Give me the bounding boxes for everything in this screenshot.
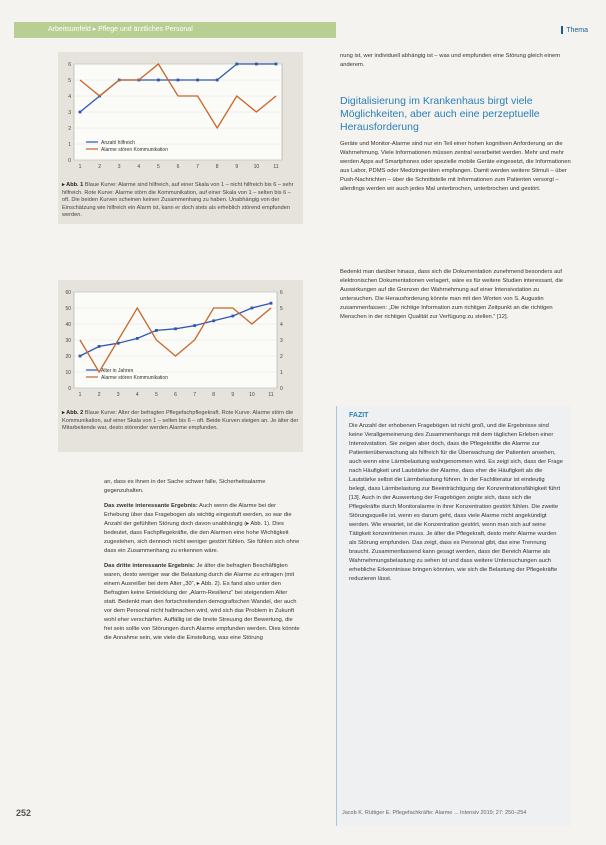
data-point: [193, 324, 196, 327]
data-point: [157, 79, 160, 82]
data-point: [79, 111, 82, 114]
data-point: [275, 63, 278, 66]
x-tick-label: 7: [196, 164, 199, 170]
x-tick-label: 3: [117, 164, 121, 170]
chart-2: [58, 280, 303, 405]
y2-tick-label: 1: [280, 370, 283, 376]
figure-2: [58, 280, 303, 452]
x-tick-label: 2: [97, 392, 101, 398]
x-tick-label: 9: [231, 392, 235, 398]
y-tick-label: 6: [68, 62, 71, 68]
data-point: [155, 329, 158, 332]
footer-citation: Jacob K. Rüttiger E. Pflegefachkräfte: Alarme ... Intensiv 2019; 27: 250–254: [342, 810, 527, 816]
data-point: [174, 327, 177, 330]
chart-1: [58, 52, 303, 177]
right-top-paragraph: nung ist, wer individuell abhängig ist – was und empfunden eine Störung gleich einem anderem.: [340, 53, 561, 68]
data-point: [98, 345, 101, 348]
section-marker: [561, 26, 563, 34]
figure-2-caption: [62, 410, 299, 433]
legend-label: Anzahl hilfreich: [101, 140, 135, 146]
y-tick-label: 4: [68, 94, 71, 100]
fazit-title: FAZIT: [349, 412, 369, 419]
data-point: [136, 337, 139, 340]
x-tick-label: 6: [176, 164, 180, 170]
right-top-text: [340, 52, 572, 82]
figure-2-caption-label: ▸ Abb. 2: [62, 410, 84, 416]
second-result-text: Auch wenn die Alarme bei der Erhebung über das Fragebogen als wichtig eingestuft werden, so war die Anzahl der gefühlten Störung doch davon unabhängig (▸ Abb. 1). Dies bedeutet, dass Fachpflegekräfte, die den Alarmen eine hohe Wichtigkeit zugestehen, sich dennoch nicht weniger gestört fühlen. Sie fühlen sich ohne dass ein Zusammenhang zu erkennen wäre.: [104, 503, 300, 554]
paragraph-second-result: [104, 502, 300, 556]
data-point: [251, 307, 254, 310]
data-point: [196, 79, 199, 82]
x-tick-label: 1: [78, 164, 82, 170]
x-tick-label: 5: [155, 392, 158, 398]
data-point: [270, 302, 273, 305]
data-point: [177, 79, 180, 82]
y-tick-label: 0: [68, 386, 71, 392]
section-label: [561, 26, 588, 34]
x-tick-label: 8: [215, 164, 219, 170]
figure-2-caption-text: Blaue Kurve: Alter der befragten Pflegefachpflegekraft. Rote Kurve: Alarme störn die Kommunikation, auf einer Skala von 1 – selten bis 6 – oft. Beide Kurven steigen an. Je älter der Mitarbeitende war, desto störender werden Alarme empfunden.: [62, 410, 299, 431]
section-heading: Digitalisierung im Krankenhaus birgt viele Möglichkeiten, aber auch eine perzeptuelle Herausforderung: [340, 95, 540, 133]
y-tick-label: 50: [65, 306, 71, 312]
right-paragraph-2: [340, 268, 572, 396]
y2-tick-label: 6: [280, 290, 283, 296]
y-tick-label: 0: [68, 158, 71, 164]
y-tick-label: 3: [68, 110, 71, 116]
x-tick-label: 8: [212, 392, 216, 398]
header-band: [14, 22, 336, 38]
data-point: [79, 355, 82, 358]
y2-tick-label: 2: [280, 354, 283, 360]
y2-tick-label: 5: [280, 306, 283, 312]
data-point: [231, 315, 234, 318]
x-tick-label: 10: [249, 392, 255, 398]
intro-paragraph: an, dass es ihnen in der Sache schwer falle, Sicherheitsalarme gegenzuhalten.: [104, 479, 266, 494]
x-tick-label: 1: [78, 392, 82, 398]
x-tick-label: 3: [116, 392, 120, 398]
legend-label: Alarme stören Kommunikation: [101, 375, 168, 381]
right-paragraph-1-text: Geräte und Monitor-Alarme sind nur ein Teil einer hohen kognitiven Anforderung an die Wahrnehmung. Viele Informationen müssen zentral verarbeitet werden. Mehr und mehr werden Apps auf Smartphones oder spezielle mobile Geräte eingesetzt, die Informationen aus Labor, PDMS oder Medizingeräten empfangen. Damit werden weitere Stimuli – über Push-Nachrichten – über die Schnittstelle mit Informationen zum Patienten versorgt – allerdings werden wir auch jedes Mal unterbrochen, unterbrochen und gestört.: [340, 141, 571, 192]
y-tick-label: 40: [65, 322, 71, 328]
right-paragraph-2-text: Bedenkt man darüber hinaus, dass sich die Dokumentation zunehmend besonders auf elektronischen Dokumentationen verlagert, wäre es für weitere Studien interessant, die Auswirkungen auf die Grenzen der Wahrnehmung auf einer Intensivstation zu untersuchen. Die Herausforderung könnte man mit den Worten von S. Augustin zusammenfassen: „Die richtige Information zum richtigen Zeitpunkt an die richtigen Menschen in der richtigen Qualität zur Verfügung zu stellen.“ [12].: [340, 269, 563, 320]
x-tick-label: 11: [268, 392, 274, 398]
x-tick-label: 7: [193, 392, 196, 398]
section-text: Thema: [566, 26, 588, 34]
y2-tick-label: 3: [280, 338, 283, 344]
third-result-lead: Das dritte interessante Ergebnis:: [104, 563, 195, 569]
data-point: [235, 63, 238, 66]
third-result-text: Je älter die befragten Beschäftigten waren, desto weniger war die Belastung durch die Alarme zu ertragen (mit einem Ausreißer bei dem Alter „30“, ▸ Abb. 2). Es fand also unter den Befragten keine Entwicklung der „Alarm-Resilienz“ bei steigendem Alter statt. Bedenkt man den fortschreitenden demografischen Wandel, der auch vor dem Personal nicht haltmachen wird, wird sich das Problem in Zukunft wohl eher verschärfen. Auffällig ist die breite Streuung der Bewertung, die frei sein sollte von Störungen durch Alarme empfunden werden. Dies könnte die Annahme sein, wie viele die Einstellung, was eine Störung: [104, 563, 300, 641]
x-tick-label: 9: [235, 164, 239, 170]
y-tick-label: 60: [65, 290, 71, 296]
x-tick-label: 6: [174, 392, 177, 398]
x-tick-label: 5: [157, 164, 160, 170]
y-tick-label: 5: [68, 78, 71, 84]
x-tick-label: 10: [253, 164, 260, 170]
figure-1-caption-label: ▸ Abb. 1: [62, 182, 84, 188]
right-paragraph-1: [340, 140, 572, 260]
x-tick-label: 4: [135, 392, 139, 398]
x-tick-label: 11: [273, 164, 279, 170]
y2-tick-label: 4: [280, 322, 283, 328]
y-tick-label: 1: [68, 142, 71, 148]
page-number: 252: [16, 808, 32, 818]
y-tick-label: 2: [68, 126, 71, 132]
figure-1-caption: [62, 182, 299, 220]
header-band-text: Arbeitsumfeld ▸ Pflege und ärztliches Personal: [48, 26, 193, 33]
x-tick-label: 2: [98, 164, 101, 170]
legend-label: Alarme stören Kommunikation: [101, 147, 168, 153]
data-point: [255, 63, 258, 66]
legend-label: Alter in Jahren: [101, 368, 134, 374]
figure-1-caption-text: Blaue Kurve: Alarme sind hilfreich, auf einer Skala von 1 – nicht hilfreich bis 6 – sehr hilfreich. Rote Kurve: Alarme störn die Kommunikation, auf einer Skala von 1 – selten bis 6 – oft. Die beiden Kurven scheinen keinen Zusammenhang zu haben. Unabhängig von der Einschätzung wie hilfreich ein Alarm ist, kann er doch stets als erheblich störend empfunden werden.: [62, 182, 294, 218]
data-point: [216, 79, 219, 82]
paragraph-third-result: [104, 562, 300, 643]
y-tick-label: 10: [65, 370, 71, 376]
x-tick-label: 4: [137, 164, 141, 170]
data-point: [212, 319, 215, 322]
fazit-text: Die Anzahl der erhobenen Fragebögen ist nicht groß, und die Ergebnisse sind keine Verallgemeinerung des Zusammenhangs mit dem täglichen Erleben einer Intensivstation. Sie zeigen aber doch, dass die Pflegekräfte die Alarme zur Patientenüberwachung als hilfreich für die Überwachung der Patienten ansehen, auch wenn eine Lärmbelastung wahrgenommen wird. Es zeigt sich, dass der Frage nach Häufigkeit und Lautstärke der Alarme, dass eher die Häufigkeit als die Lautstärke selbst die Lärmbelastung führen. In der Fachliteratur ist eindeutig belegt, dass Lärmbelastung zur Beeinträchtigung der Konzentrationsfähigkeit führt [13]. Auch in der Auswertung der Fragebögen zeigte sich, dass sich die Pflegekräfte durch Monitoralarme in ihrer Konzentration gestört fühlen. Die zweite Störungsquelle ist, wenn es darum geht, dass viele Alarme nicht angekündigt werden. Wie erwartet, ist die Konzentration gestört, wenn man sich auf seine Tätigkeit konzentrieren muss. Je älter die Pflegekraft, desto mehr Alarme wurden als Störung empfunden. Das zeigt, dass es Personal gibt, das eine Trennung braucht. Zusammenfassend kann gesagt werden, dass der Bereich Alarme als Wahrnehmungsbelastung zu sehen ist und dass weitere Untersuchungen auch erhebliche Erkenntnisse bringen könnten, wie sich die Belastung der Pflegekräfte reduzieren lässt.: [349, 423, 563, 582]
y2-tick-label: 0: [280, 386, 283, 392]
second-result-lead: Das zweite interessante Ergebnis:: [104, 503, 198, 509]
y-tick-label: 30: [65, 338, 71, 344]
fazit-box: [336, 406, 571, 826]
figure-1: [58, 52, 303, 224]
y-tick-label: 20: [65, 354, 71, 360]
left-column-text: [104, 478, 300, 803]
